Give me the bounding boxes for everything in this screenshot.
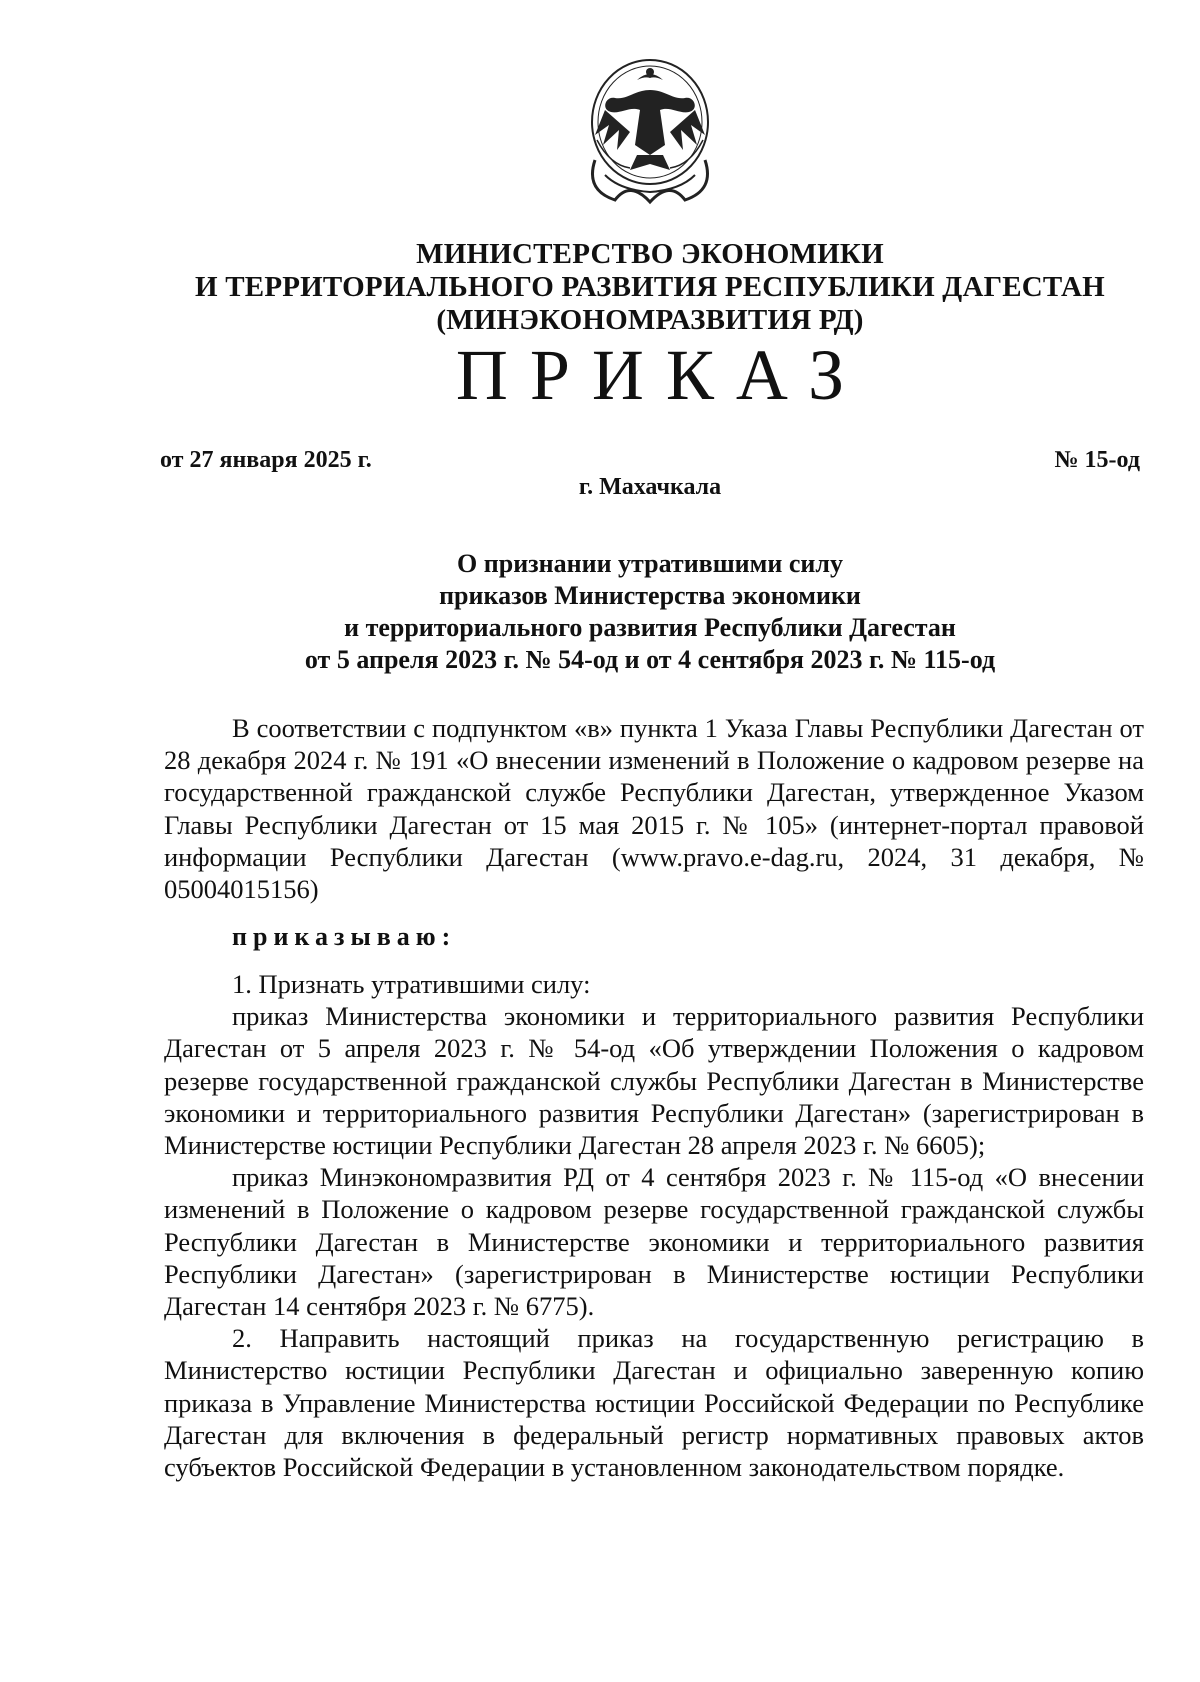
preamble-block	[164, 712, 1144, 905]
subject-line2: приказов Министерства экономики	[439, 581, 861, 610]
ministry-name	[150, 238, 1150, 337]
order-number: № 15-од	[1054, 447, 1140, 473]
ministry-name-line1: МИНИСТЕРСТВО ЭКОНОМИКИ	[416, 238, 884, 270]
item1-title: 1. Признать утратившими силу:	[232, 969, 591, 999]
ministry-name-line2: И ТЕРРИТОРИАЛЬНОГО РАЗВИТИЯ РЕСПУБЛИКИ ДАГЕСТАН	[195, 271, 1105, 303]
order-date: от 27 января 2025 г.	[160, 447, 372, 473]
item1-order-b: приказ Минэкономразвития РД от 4 сентября 2023 г. № 115-од «О внесении изменений в Положение о кадровом резерве государственной гражданской службы Республики Дагестан в Министерстве экономики и территориального развития Республики Дагестан» (зарегистрирован в Министерстве юстиции Республики Дагестан 14 сентября 2023 г. № 6775).	[164, 1162, 1144, 1322]
subject-line4: от 5 апреля 2023 г. № 54-од и от 4 сентября 2023 г. № 115-од	[304, 645, 996, 674]
orders-verb: приказываю:	[232, 922, 457, 951]
subject-line1: О признании утратившими силу	[457, 549, 843, 578]
preamble-paragraph: В соответствии с подпунктом «в» пункта 1 Указа Главы Республики Дагестан от 28 декабря 2024 г. № 191 «О внесении изменений в Положение о кадровом резерве на государственной гражданской службе Республики Дагестан, утвержденное Указом Главы Республики Дагестан от 15 мая 2015 г. № 105» (интернет-портал правовой информации Республики Дагестан (www.pravo.e-dag.ru, 2024, 31 декабря, № 05004015156)	[164, 713, 1144, 905]
document-type-title: ПРИКАЗ	[455, 335, 867, 415]
order-subject	[150, 548, 1150, 676]
item2-paragraph: 2. Направить настоящий приказ на государственную регистрацию в Министерство юстиции Республики Дагестан и официально заверенную копию приказа в Управление Министерства юстиции Российской Федерации по Республике Дагестан для включения в федеральный регистр нормативных правовых актов субъектов Российской Федерации в установленном законодательством порядке.	[164, 1323, 1144, 1483]
dagestan-coat-of-arms-icon	[575, 50, 725, 210]
subject-line3: и территориального развития Республики Дагестан	[344, 613, 956, 642]
ministry-name-line3: (МИНЭКОНОМРАЗВИТИЯ РД)	[436, 304, 864, 336]
item1-order-a: приказ Министерства экономики и территориального развития Республики Дагестан от 5 апреля 2023 г. № 54-од «Об утверждении Положения о кадровом резерве государственной гражданской службы Республики Дагестан в Министерстве экономики и территориального развития Республики Дагестан» (зарегистрирован в Министерстве юстиции Республики Дагестан 28 апреля 2023 г. № 6605);	[164, 1001, 1144, 1161]
order-items	[164, 968, 1144, 1483]
order-city: г. Махачкала	[578, 474, 722, 500]
